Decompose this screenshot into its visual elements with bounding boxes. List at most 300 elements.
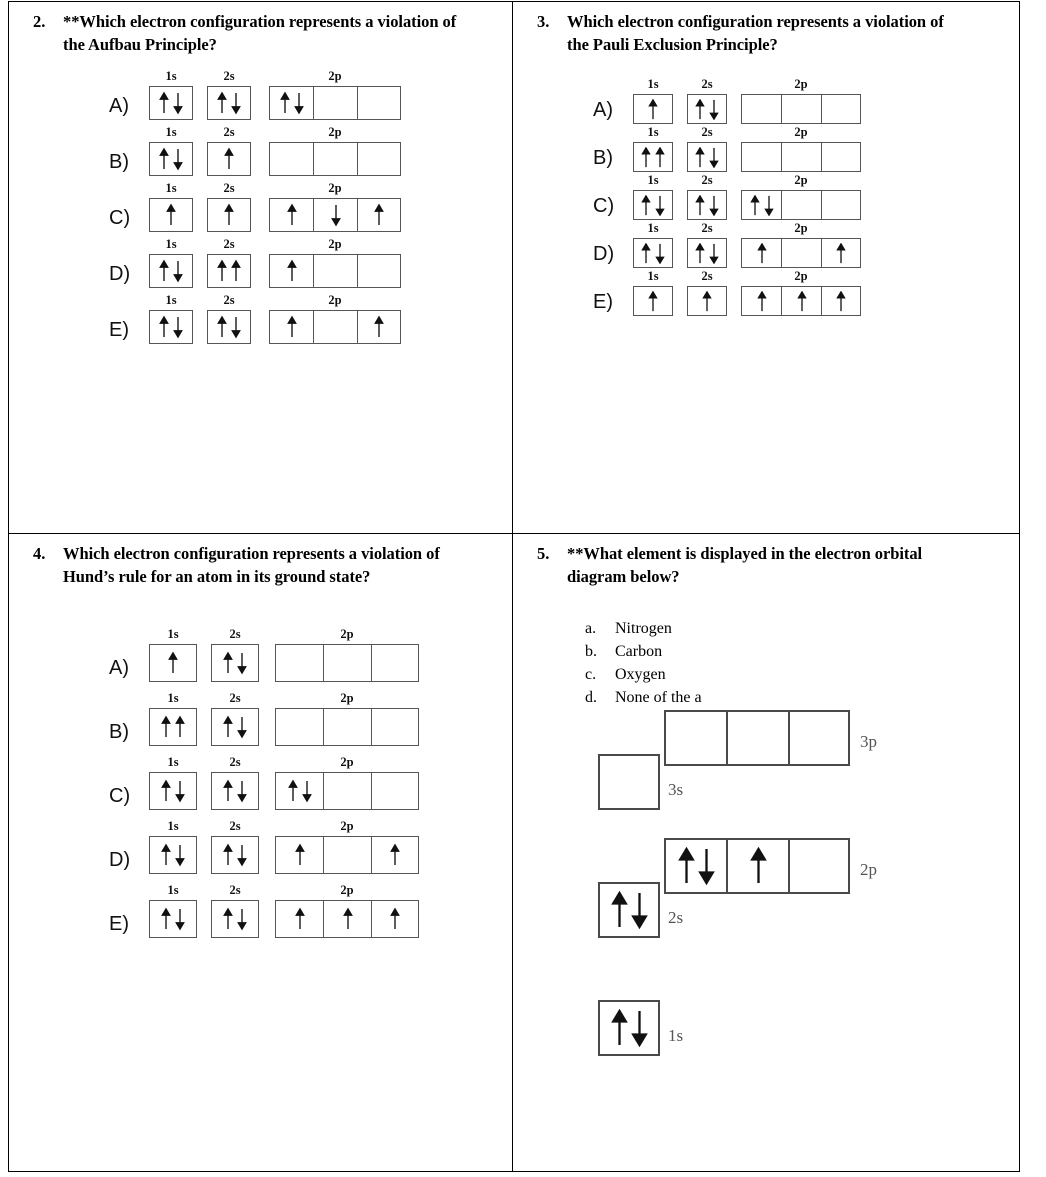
- electron-arrows: [695, 143, 719, 171]
- orbital-option-row: [593, 77, 861, 124]
- energy-level-diagram: [598, 732, 968, 1054]
- question-grid: [8, 1, 1020, 1172]
- energy-level-label-2s: 2s: [668, 908, 684, 927]
- orbital-group-2p: [275, 627, 419, 682]
- orbital-box: [149, 900, 197, 938]
- orbital-box: [149, 836, 197, 874]
- option-label[interactable]: E): [593, 291, 613, 313]
- orbital-boxes: [275, 900, 419, 938]
- energy-level-label-3p: 3p: [860, 732, 877, 751]
- energy-orbital-box: [664, 838, 726, 894]
- orbital-sublabel: 2s: [701, 269, 713, 283]
- spin-up-arrow-icon: [287, 203, 297, 227]
- spin-up-arrow-icon: [702, 291, 712, 312]
- orbital-box: [207, 86, 251, 120]
- orbital-box: [323, 900, 371, 938]
- orbital-group-1s: [149, 755, 197, 810]
- orbital-group-1s: [149, 819, 197, 874]
- spin-up-arrow-icon: [224, 203, 234, 227]
- orbital-group-2p: [275, 755, 419, 810]
- orbital-box: [211, 644, 259, 682]
- spin-up-arrow-icon: [217, 259, 227, 283]
- answer-choice[interactable]: [585, 687, 1019, 708]
- electron-arrows: [161, 773, 185, 809]
- orbital-group-2p: [741, 77, 861, 124]
- orbital-group-2p: [741, 173, 861, 220]
- orbital-option-row: [109, 627, 419, 682]
- orbital-boxes: [741, 142, 861, 172]
- orbital-group-2s: [211, 627, 259, 682]
- spin-down-arrow-icon: [173, 147, 183, 171]
- spin-up-arrow-icon: [295, 842, 305, 868]
- orbital-sublabel: 2p: [794, 125, 808, 139]
- spin-up-arrow-icon: [223, 842, 233, 868]
- spin-up-arrow-icon: [641, 195, 651, 216]
- orbital-box: [357, 142, 401, 176]
- orbital-sublabel: 2p: [328, 237, 342, 251]
- orbital-boxes: [633, 94, 673, 124]
- spin-down-arrow-icon: [173, 259, 183, 283]
- orbital-sublabel: 2s: [701, 125, 713, 139]
- orbital-boxes: [269, 254, 401, 288]
- orbital-group-2p: [741, 125, 861, 172]
- option-label[interactable]: A): [109, 95, 129, 117]
- orbital-box: [781, 190, 821, 220]
- option-label[interactable]: B): [109, 721, 129, 743]
- orbital-sublabel: 2p: [328, 293, 342, 307]
- orbital-box: [371, 900, 419, 938]
- orbital-box: [313, 86, 357, 120]
- orbital-box: [781, 238, 821, 268]
- orbital-box: [633, 238, 673, 268]
- spin-up-arrow-icon: [223, 778, 233, 804]
- orbital-option-row: [109, 293, 401, 344]
- electron-arrows: [797, 287, 807, 315]
- spin-up-arrow-icon: [757, 291, 767, 312]
- electron-arrows: [695, 95, 719, 123]
- orbital-sublabel: 2s: [229, 627, 241, 641]
- orbital-box: [275, 772, 323, 810]
- orbital-boxes: [207, 254, 251, 288]
- orbital-box: [313, 142, 357, 176]
- orbital-group-2s: [207, 237, 251, 288]
- spin-up-arrow-icon: [287, 259, 297, 283]
- spin-down-arrow-icon: [237, 714, 247, 740]
- electron-arrows: [836, 239, 846, 267]
- orbital-groups: [633, 77, 861, 124]
- spin-down-arrow-icon: [655, 195, 665, 216]
- orbital-box: [211, 900, 259, 938]
- answer-choice[interactable]: [585, 618, 1019, 639]
- orbital-box: [275, 900, 323, 938]
- spin-up-arrow-icon: [374, 203, 384, 227]
- option-label[interactable]: B): [593, 147, 613, 169]
- electron-arrows: [168, 645, 178, 681]
- answer-choice-letter: a.: [585, 620, 597, 637]
- orbital-boxes: [149, 198, 193, 232]
- electron-arrows: [648, 287, 658, 315]
- spin-down-arrow-icon: [237, 778, 247, 804]
- electron-arrows: [223, 837, 247, 873]
- orbital-group-2s: [207, 181, 251, 232]
- option-label[interactable]: C): [109, 207, 131, 229]
- orbital-boxes: [211, 708, 259, 746]
- orbital-box: [149, 772, 197, 810]
- orbital-sublabel: 1s: [165, 237, 177, 251]
- electron-arrows: [374, 199, 384, 231]
- spin-down-arrow-icon: [631, 1007, 648, 1049]
- orbital-box: [275, 836, 323, 874]
- orbital-box: [357, 198, 401, 232]
- orbital-box: [313, 310, 357, 344]
- orbital-boxes: [687, 286, 727, 316]
- electron-arrows: [159, 255, 183, 287]
- orbital-sublabel: 1s: [647, 125, 659, 139]
- spin-up-arrow-icon: [175, 714, 185, 740]
- question-number-2: 2.: [33, 12, 46, 31]
- spin-down-arrow-icon: [709, 195, 719, 216]
- option-label[interactable]: C): [109, 785, 131, 807]
- spin-up-arrow-icon: [695, 147, 705, 168]
- spin-down-arrow-icon: [655, 243, 665, 264]
- orbital-box: [149, 644, 197, 682]
- spin-down-arrow-icon: [173, 91, 183, 115]
- orbital-groups: [149, 883, 419, 938]
- electron-arrows: [648, 95, 658, 123]
- energy-level-label-3s: 3s: [668, 780, 684, 799]
- option-label[interactable]: E): [109, 913, 129, 935]
- spin-up-arrow-icon: [797, 291, 807, 312]
- electron-arrows: [702, 287, 712, 315]
- option-label[interactable]: D): [109, 263, 131, 285]
- orbital-group-2s: [687, 125, 727, 172]
- orbital-group-1s: [149, 181, 193, 232]
- spin-down-arrow-icon: [237, 842, 247, 868]
- spin-up-arrow-icon: [678, 845, 695, 887]
- spin-up-arrow-icon: [611, 889, 628, 931]
- orbital-box: [821, 238, 861, 268]
- orbital-box: [821, 190, 861, 220]
- electron-arrows: [166, 199, 176, 231]
- orbital-sublabel: 2p: [328, 125, 342, 139]
- orbital-group-1s: [149, 125, 193, 176]
- orbital-group-2p: [269, 69, 401, 120]
- spin-up-arrow-icon: [641, 147, 651, 168]
- orbital-boxes: [149, 836, 197, 874]
- question-header-3: [513, 2, 1019, 56]
- option-label[interactable]: B): [109, 151, 129, 173]
- orbital-box: [781, 286, 821, 316]
- orbital-box: [207, 142, 251, 176]
- orbital-group-2p: [269, 181, 401, 232]
- orbital-box: [781, 94, 821, 124]
- orbital-boxes: [741, 238, 861, 268]
- orbital-sublabel: 2p: [340, 627, 354, 641]
- electron-arrows: [159, 311, 183, 343]
- energy-orbital-box-1s: [598, 1000, 660, 1056]
- spin-up-arrow-icon: [343, 906, 353, 932]
- orbital-sublabel: 2s: [701, 221, 713, 235]
- electron-arrows: [224, 143, 234, 175]
- electron-arrows: [161, 901, 185, 937]
- spin-down-arrow-icon: [698, 845, 715, 887]
- spin-down-arrow-icon: [331, 203, 341, 227]
- orbital-groups: [633, 173, 861, 220]
- orbital-boxes: [633, 190, 673, 220]
- answer-choice-text: None of the a: [615, 689, 702, 706]
- spin-up-arrow-icon: [161, 714, 171, 740]
- orbital-box: [633, 190, 673, 220]
- orbital-boxes: [149, 900, 197, 938]
- question-text-5: **What element is displayed in the electron orbital diagram below?: [567, 544, 923, 586]
- orbital-sublabel: 2p: [340, 691, 354, 705]
- orbital-box: [269, 254, 313, 288]
- orbital-boxes: [687, 142, 727, 172]
- orbital-group-1s: [633, 173, 673, 220]
- orbital-option-row: [109, 181, 401, 232]
- electron-arrows: [223, 901, 247, 937]
- spin-up-arrow-icon: [641, 243, 651, 264]
- orbital-box: [313, 254, 357, 288]
- spin-up-arrow-icon: [217, 91, 227, 115]
- orbital-box: [269, 198, 313, 232]
- orbital-box: [357, 86, 401, 120]
- electron-arrows: [288, 773, 312, 809]
- spin-down-arrow-icon: [631, 889, 648, 931]
- answer-choice-text: Oxygen: [615, 666, 666, 683]
- energy-orbital-box: [726, 838, 788, 894]
- orbital-group-1s: [633, 125, 673, 172]
- orbital-option-row: [109, 237, 401, 288]
- orbital-box: [633, 142, 673, 172]
- question-header-2: [9, 2, 512, 56]
- orbital-box: [269, 142, 313, 176]
- orbital-groups: [633, 221, 861, 268]
- orbital-boxes: [275, 772, 419, 810]
- orbital-sublabel: 2p: [328, 181, 342, 195]
- electron-arrows: [390, 837, 400, 873]
- orbital-box: [323, 836, 371, 874]
- orbital-group-1s: [633, 269, 673, 316]
- spin-up-arrow-icon: [295, 906, 305, 932]
- orbital-groups: [149, 125, 401, 176]
- orbital-box: [633, 94, 673, 124]
- orbital-group-2s: [207, 69, 251, 120]
- spin-down-arrow-icon: [709, 243, 719, 264]
- orbital-boxes: [207, 86, 251, 120]
- orbital-box: [269, 310, 313, 344]
- energy-level-label-1s: 1s: [668, 1026, 684, 1045]
- orbital-group-2s: [211, 819, 259, 874]
- question-cell-3: [513, 2, 1019, 534]
- orbital-box: [371, 772, 419, 810]
- energy-orbital-box-2s: [598, 882, 660, 938]
- electron-arrows: [695, 191, 719, 219]
- option-label[interactable]: C): [593, 195, 615, 217]
- electron-arrows: [611, 884, 648, 936]
- answer-choice-letter: c.: [585, 666, 597, 683]
- question-text-4: Which electron configuration represents a violation of Hund’s rule for an atom in its ground state?: [63, 544, 440, 586]
- question-text-2: **Which electron configuration represents a violation of the Aufbau Principle?: [63, 12, 457, 54]
- orbital-sublabel: 2s: [223, 69, 235, 83]
- spin-up-arrow-icon: [231, 259, 241, 283]
- option-label[interactable]: A): [109, 657, 129, 679]
- orbital-box: [149, 198, 193, 232]
- orbital-boxes: [149, 142, 193, 176]
- electron-arrows: [641, 143, 665, 171]
- orbital-box: [269, 86, 313, 120]
- orbital-sublabel: 1s: [647, 221, 659, 235]
- orbital-boxes: [211, 900, 259, 938]
- orbital-boxes: [149, 708, 197, 746]
- spin-down-arrow-icon: [175, 778, 185, 804]
- orbital-groups: [149, 237, 401, 288]
- orbital-boxes: [269, 198, 401, 232]
- answer-choice-letter: d.: [585, 689, 597, 706]
- question-header-5: [513, 534, 1019, 588]
- orbital-boxes: [149, 310, 193, 344]
- orbital-boxes: [207, 142, 251, 176]
- orbital-box: [821, 286, 861, 316]
- orbital-boxes: [741, 190, 861, 220]
- spin-up-arrow-icon: [695, 243, 705, 264]
- spin-up-arrow-icon: [390, 842, 400, 868]
- orbital-boxes: [741, 286, 861, 316]
- orbital-box: [371, 836, 419, 874]
- electron-arrows: [287, 255, 297, 287]
- orbital-boxes: [207, 310, 251, 344]
- orbital-box: [149, 86, 193, 120]
- electron-arrows: [223, 645, 247, 681]
- energy-orbital-box-3s: [598, 754, 660, 810]
- orbital-boxes: [211, 644, 259, 682]
- orbital-groups: [633, 269, 861, 316]
- orbital-boxes: [687, 238, 727, 268]
- orbital-boxes: [149, 254, 193, 288]
- electron-arrows: [641, 239, 665, 267]
- orbital-sublabel: 1s: [167, 627, 179, 641]
- spin-up-arrow-icon: [287, 315, 297, 339]
- spin-down-arrow-icon: [175, 842, 185, 868]
- orbital-group-2s: [687, 269, 727, 316]
- orbital-sublabel: 1s: [165, 69, 177, 83]
- spin-up-arrow-icon: [648, 291, 658, 312]
- orbital-box: [211, 836, 259, 874]
- question-cell-5: [513, 534, 1019, 1171]
- orbital-group-2p: [741, 221, 861, 268]
- orbital-box: [821, 94, 861, 124]
- energy-orbital-box: [726, 710, 788, 766]
- spin-up-arrow-icon: [159, 147, 169, 171]
- orbital-group-2s: [687, 221, 727, 268]
- orbital-group-2s: [687, 77, 727, 124]
- option-label[interactable]: D): [109, 849, 131, 871]
- orbital-box: [741, 190, 781, 220]
- orbital-box: [149, 310, 193, 344]
- spin-up-arrow-icon: [217, 315, 227, 339]
- orbital-sublabel: 2s: [223, 181, 235, 195]
- orbital-boxes: [275, 836, 419, 874]
- electron-arrows: [287, 199, 297, 231]
- orbital-group-2s: [211, 883, 259, 938]
- option-label[interactable]: A): [593, 99, 613, 121]
- orbital-sublabel: 2s: [229, 755, 241, 769]
- spin-up-arrow-icon: [611, 1007, 628, 1049]
- electron-arrows: [217, 311, 241, 343]
- spin-up-arrow-icon: [836, 291, 846, 312]
- orbital-option-row: [109, 819, 419, 874]
- spin-up-arrow-icon: [161, 906, 171, 932]
- orbital-box: [211, 708, 259, 746]
- orbital-sublabel: 1s: [165, 125, 177, 139]
- orbital-sublabel: 1s: [165, 293, 177, 307]
- spin-up-arrow-icon: [159, 259, 169, 283]
- orbital-groups: [149, 755, 419, 810]
- electron-arrows: [390, 901, 400, 937]
- spin-down-arrow-icon: [709, 99, 719, 120]
- answer-choice[interactable]: [585, 664, 1019, 685]
- orbital-group-1s: [149, 691, 197, 746]
- orbital-boxes: [741, 94, 861, 124]
- orbital-groups: [149, 69, 401, 120]
- orbital-group-2p: [275, 691, 419, 746]
- spin-up-arrow-icon: [750, 195, 760, 216]
- orbital-sublabel: 2p: [328, 69, 342, 83]
- electron-arrows: [217, 255, 241, 287]
- electron-arrows: [295, 901, 305, 937]
- orbital-sublabel: 2s: [701, 173, 713, 187]
- orbital-box: [149, 708, 197, 746]
- orbital-group-1s: [633, 221, 673, 268]
- energy-orbital-box: [788, 838, 850, 894]
- spin-up-arrow-icon: [159, 315, 169, 339]
- question-cell-4: [9, 534, 513, 1171]
- electron-arrows: [695, 239, 719, 267]
- question-text-3: Which electron configuration represents a violation of the Pauli Exclusion Principle?: [567, 12, 944, 54]
- orbital-groups: [149, 293, 401, 344]
- spin-up-arrow-icon: [648, 99, 658, 120]
- spin-up-arrow-icon: [161, 842, 171, 868]
- answer-choice[interactable]: [585, 641, 1019, 662]
- orbital-boxes: [687, 94, 727, 124]
- option-label[interactable]: D): [593, 243, 615, 265]
- orbital-box: [741, 286, 781, 316]
- orbital-boxes: [275, 708, 419, 746]
- orbital-group-1s: [149, 883, 197, 938]
- orbital-boxes: [687, 190, 727, 220]
- electron-arrows: [159, 143, 183, 175]
- electron-arrows: [224, 199, 234, 231]
- orbital-group-1s: [149, 627, 197, 682]
- orbital-sublabel: 2p: [340, 819, 354, 833]
- question-number-5: 5.: [537, 544, 550, 563]
- orbital-group-2p: [269, 125, 401, 176]
- orbital-box: [275, 644, 323, 682]
- spin-up-arrow-icon: [223, 650, 233, 676]
- orbital-boxes: [207, 198, 251, 232]
- orbital-groups: [633, 125, 861, 172]
- orbital-box: [821, 142, 861, 172]
- spin-down-arrow-icon: [302, 778, 312, 804]
- option-label[interactable]: E): [109, 319, 129, 341]
- spin-up-arrow-icon: [695, 99, 705, 120]
- electron-arrows: [678, 840, 715, 892]
- orbital-box: [371, 644, 419, 682]
- orbital-boxes: [633, 286, 673, 316]
- orbital-sublabel: 1s: [647, 77, 659, 91]
- energy-level-label-2p: 2p: [860, 860, 877, 879]
- spin-up-arrow-icon: [224, 147, 234, 171]
